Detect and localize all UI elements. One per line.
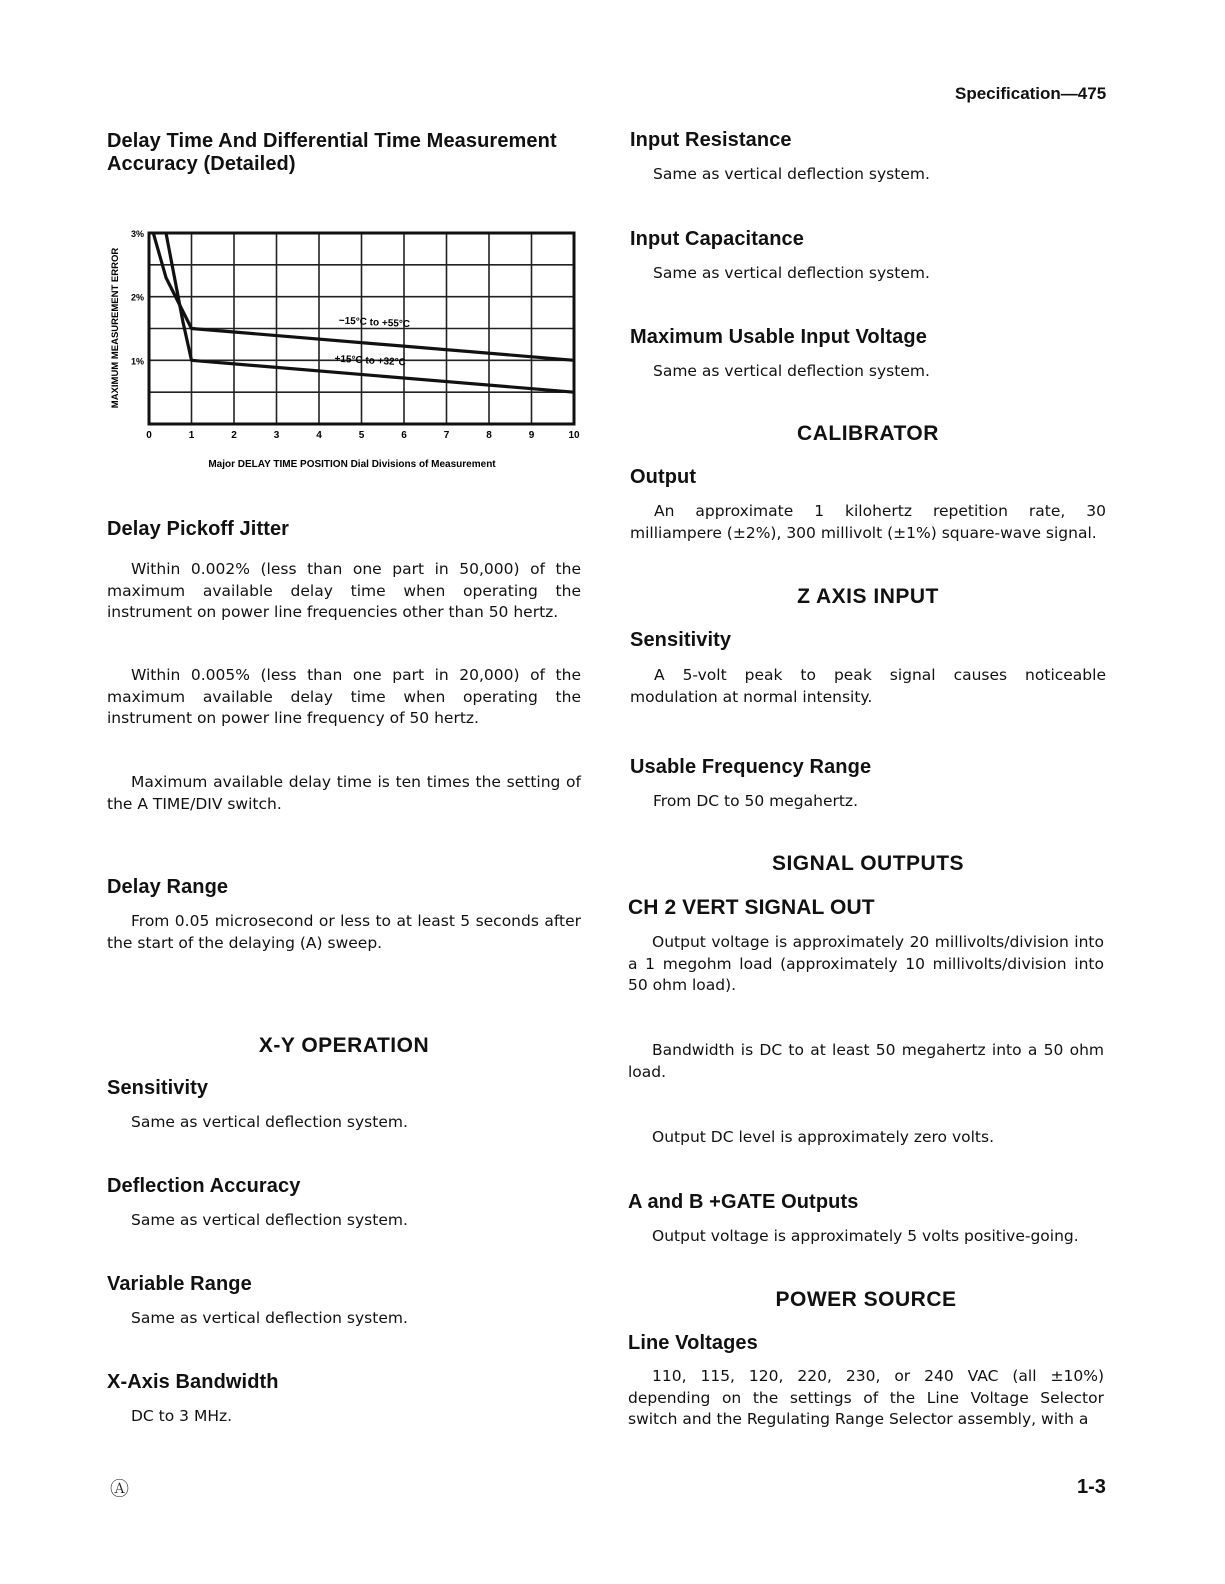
y-tick-label: 1% <box>130 356 144 367</box>
chart-grid <box>149 233 574 424</box>
x-tick-label: 0 <box>146 430 152 441</box>
chart-series <box>153 233 574 392</box>
xy-operation-section: X-Y OPERATION <box>258 1034 430 1057</box>
line-voltages-heading: Line Voltages <box>628 1332 758 1354</box>
x-axis-bandwidth-heading: X-Axis Bandwidth <box>107 1371 279 1393</box>
signal-outputs-section: SIGNAL OUTPUTS <box>771 852 965 875</box>
input-capacitance-text: Same as vertical deflection system. <box>653 264 930 282</box>
z-axis-input-section: Z AXIS INPUT <box>797 585 939 608</box>
usable-frequency-text: From DC to 50 megahertz. <box>653 792 858 810</box>
y-tick-label: 2% <box>130 292 144 303</box>
x-tick-label: 9 <box>528 430 535 441</box>
x-tick-label: 4 <box>316 430 322 441</box>
series-label: −15°C to +55°C <box>338 315 411 331</box>
calibrator-section: CALIBRATOR <box>797 422 939 445</box>
ch2-vert-signal-heading: CH 2 VERT SIGNAL OUT <box>628 896 875 919</box>
delay-pickoff-para1: Within 0.002% (less than one part in 50,000) of the maximum available delay time when operating the instrument on power line frequencies other than 50 hertz. <box>107 560 581 621</box>
deflection-accuracy-text: Same as vertical deflection system. <box>131 1211 408 1229</box>
z-axis-sensitivity-heading: Sensitivity <box>630 629 732 651</box>
max-input-voltage-heading: Maximum Usable Input Voltage <box>630 326 927 348</box>
delay-pickoff-para3: Maximum available delay time is ten times the setting of the A TIME/DIV switch. <box>107 773 581 813</box>
publisher-symbol: Ⓐ <box>110 1479 130 1500</box>
ch2-vert-signal-text1: Output voltage is approximately 20 millivolts/division into a 1 megohm load (approximately 10 millivolts/division into 50 ohm load). <box>628 933 1104 994</box>
page-number: 1-3 <box>1077 1476 1106 1498</box>
power-source-section: POWER SOURCE <box>775 1288 957 1311</box>
x-tick-label: 5 <box>358 430 365 441</box>
delay-accuracy-chart <box>100 222 585 474</box>
series-line <box>166 233 574 392</box>
running-head: Specification—475 <box>955 84 1107 103</box>
gate-outputs-heading: A and B +GATE Outputs <box>628 1191 859 1213</box>
series-label: +15°C to +32°C <box>334 353 407 369</box>
ch2-vert-signal-text2: Bandwidth is DC to at least 50 megahertz into a 50 ohm load. <box>628 1041 1104 1081</box>
x-tick-label: 1 <box>188 430 195 441</box>
xy-sensitivity-heading: Sensitivity <box>107 1077 209 1099</box>
z-axis-sensitivity-text: A 5-volt peak to peak signal causes noticeable modulation at normal intensity. <box>630 666 1106 706</box>
xy-sensitivity-text: Same as vertical deflection system. <box>131 1113 408 1131</box>
variable-range-heading: Variable Range <box>107 1273 252 1295</box>
chart-x-axis-label: Major DELAY TIME POSITION Dial Divisions of Measurement <box>208 459 496 470</box>
input-resistance-text: Same as vertical deflection system. <box>653 165 930 183</box>
x-tick-label: 2 <box>231 430 237 441</box>
delay-accuracy-heading: Delay Time And Differential Time Measurement Accuracy (Detailed) <box>107 130 557 175</box>
input-capacitance-heading: Input Capacitance <box>630 228 804 250</box>
deflection-accuracy-heading: Deflection Accuracy <box>107 1175 301 1197</box>
delay-pickoff-heading: Delay Pickoff Jitter <box>107 518 290 540</box>
calibrator-output-text: An approximate 1 kilohertz repetition rate, 30 milliampere (±2%), 300 millivolt (±1%) square-wave signal. <box>630 502 1106 542</box>
y-tick-label: 3% <box>130 229 144 239</box>
max-input-voltage-text: Same as vertical deflection system. <box>653 362 930 380</box>
line-voltages-text: 110, 115, 120, 220, 230, or 240 VAC (all ±10%) depending on the settings of the Line Voltage Selector switch and the Regulating Range Selector assembly, with a <box>628 1367 1104 1428</box>
x-tick-label: 8 <box>486 430 492 441</box>
chart-ticks <box>131 229 580 441</box>
x-tick-label: 3 <box>273 430 280 441</box>
delay-range-text: From 0.05 microsecond or less to at least 5 seconds after the start of the delaying (A) sweep. <box>107 912 581 952</box>
ch2-vert-signal-text3: Output DC level is approximately zero volts. <box>652 1128 995 1146</box>
calibrator-output-heading: Output <box>630 466 697 488</box>
usable-frequency-heading: Usable Frequency Range <box>630 756 872 778</box>
delay-pickoff-para2: Within 0.005% (less than one part in 20,000) of the maximum available delay time when operating the instrument on power line frequency of 50 hertz. <box>107 666 581 727</box>
x-tick-label: 6 <box>401 430 407 441</box>
gate-outputs-text: Output voltage is approximately 5 volts positive-going. <box>652 1227 1079 1245</box>
delay-range-heading: Delay Range <box>107 876 229 898</box>
x-tick-label: 7 <box>443 430 450 441</box>
variable-range-text: Same as vertical deflection system. <box>131 1309 408 1327</box>
x-tick-label: 10 <box>568 430 580 441</box>
x-axis-bandwidth-text: DC to 3 MHz. <box>131 1407 233 1425</box>
input-resistance-heading: Input Resistance <box>630 129 792 151</box>
chart-y-axis-label: MAXIMUM MEASUREMENT ERROR <box>110 247 121 409</box>
